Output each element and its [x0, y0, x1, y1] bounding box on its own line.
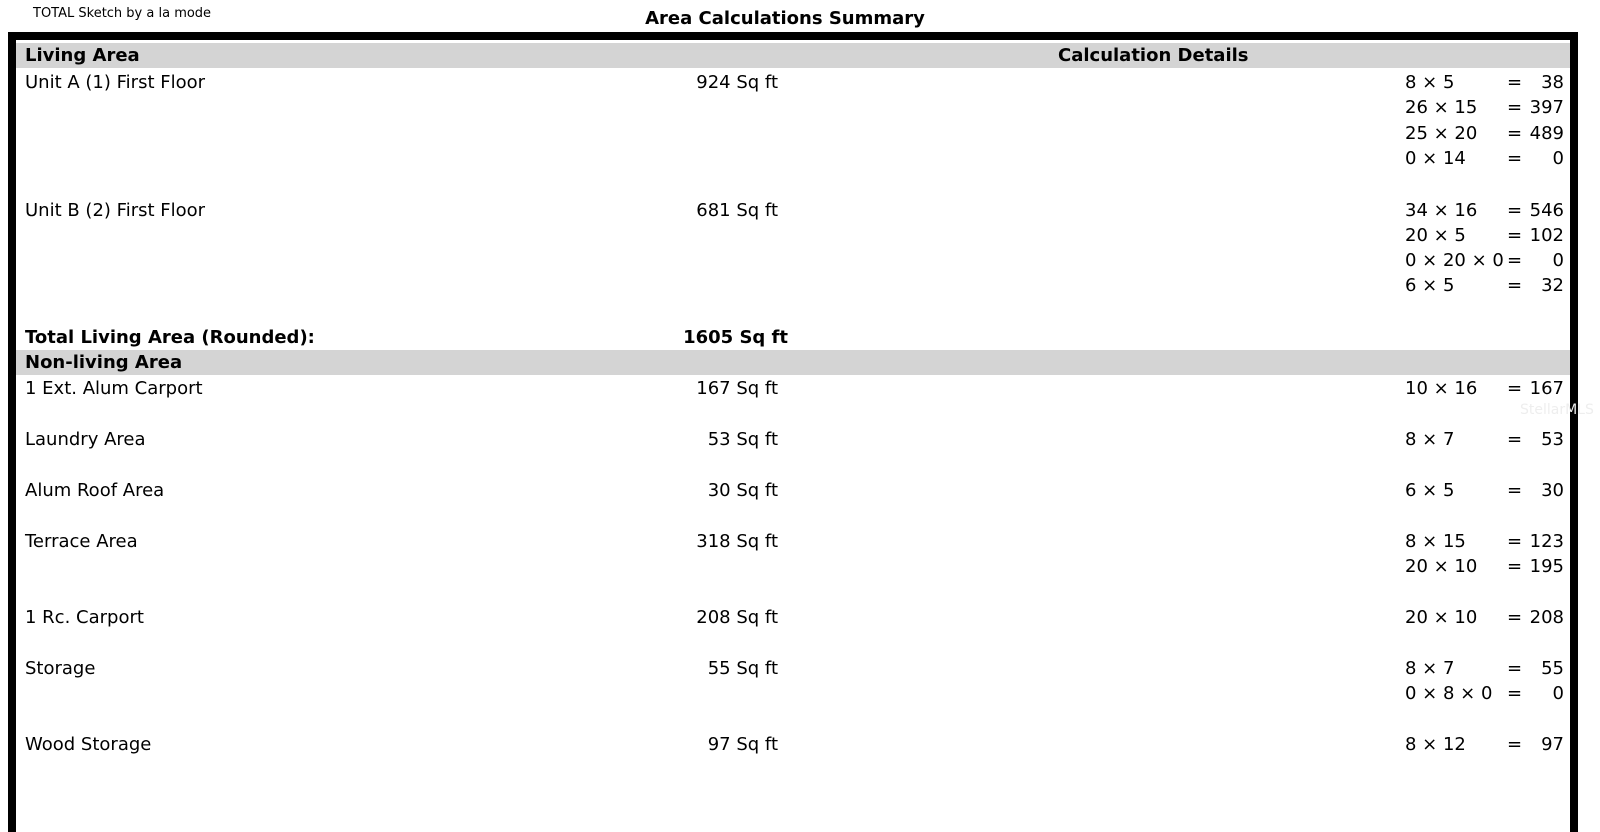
nonliving-row-area: 167 Sq ft — [696, 378, 778, 399]
calc-dimensions: 34 × 16 — [1405, 200, 1478, 221]
calc-dimensions: 6 × 5 — [1405, 275, 1455, 296]
nonliving-row-area: 53 Sq ft — [707, 429, 778, 450]
calc-equals: = — [1507, 531, 1523, 552]
calc-result: 32 — [1541, 275, 1564, 296]
living-area-heading: Living Area — [25, 45, 140, 66]
calc-equals: = — [1507, 275, 1523, 296]
calc-result: 38 — [1541, 72, 1564, 93]
nonliving-row-name: 1 Rc. Carport — [25, 607, 144, 628]
calc-equals: = — [1507, 480, 1523, 501]
calc-equals: = — [1507, 250, 1523, 271]
calc-dimensions: 6 × 5 — [1405, 480, 1455, 501]
app-name: TOTAL Sketch by a la mode — [33, 6, 212, 21]
non-living-header-band — [16, 350, 1570, 375]
calc-result: 97 — [1541, 734, 1564, 755]
nonliving-row-area: 55 Sq ft — [707, 658, 778, 679]
calc-result: 102 — [1529, 225, 1564, 246]
nonliving-row-area: 208 Sq ft — [696, 607, 778, 628]
living-row-area: 924 Sq ft — [696, 72, 778, 93]
calc-equals: = — [1507, 378, 1523, 399]
calc-dimensions: 0 × 20 × 0 — [1405, 250, 1504, 271]
calc-result: 123 — [1529, 531, 1564, 552]
calc-dimensions: 0 × 8 × 0 — [1405, 683, 1493, 704]
calc-equals: = — [1507, 429, 1523, 450]
calc-equals: = — [1507, 72, 1523, 93]
calc-equals: = — [1507, 556, 1523, 577]
calc-equals: = — [1507, 200, 1523, 221]
living-row-name: Unit A (1) First Floor — [25, 72, 205, 93]
calc-dimensions: 20 × 10 — [1405, 556, 1478, 577]
calc-dimensions: 8 × 7 — [1405, 429, 1455, 450]
nonliving-row-name: Wood Storage — [25, 734, 152, 755]
living-row-name: Unit B (2) First Floor — [25, 200, 206, 221]
living-area-header-band — [16, 43, 1570, 68]
calc-result: 53 — [1541, 429, 1564, 450]
nonliving-row-name: Storage — [25, 658, 96, 679]
calc-result: 489 — [1529, 123, 1564, 144]
nonliving-row-name: Terrace Area — [25, 531, 138, 552]
calc-result: 397 — [1529, 97, 1564, 118]
calc-result: 0 — [1552, 250, 1564, 271]
nonliving-row-area: 318 Sq ft — [696, 531, 778, 552]
calc-dimensions: 26 × 15 — [1405, 97, 1478, 118]
calc-equals: = — [1507, 734, 1523, 755]
calc-equals: = — [1507, 148, 1523, 169]
calc-result: 195 — [1529, 556, 1564, 577]
calc-result: 546 — [1529, 200, 1564, 221]
calc-result: 167 — [1529, 378, 1564, 399]
calc-equals: = — [1507, 225, 1523, 246]
calc-equals: = — [1507, 607, 1523, 628]
calc-equals: = — [1507, 658, 1523, 679]
calc-result: 30 — [1541, 480, 1564, 501]
calc-result: 208 — [1529, 607, 1564, 628]
total-living-value: 1605 Sq ft — [683, 327, 788, 348]
total-living-label: Total Living Area (Rounded): — [25, 327, 315, 348]
page-title: Area Calculations Summary — [645, 8, 925, 29]
nonliving-row-name: Alum Roof Area — [25, 480, 165, 501]
calc-dimensions: 8 × 12 — [1405, 734, 1466, 755]
calc-dimensions: 8 × 15 — [1405, 531, 1466, 552]
calc-equals: = — [1507, 123, 1523, 144]
nonliving-row-name: 1 Ext. Alum Carport — [25, 378, 203, 399]
non-living-heading: Non-living Area — [25, 352, 183, 373]
calc-result: 55 — [1541, 658, 1564, 679]
calc-dimensions: 25 × 20 — [1405, 123, 1478, 144]
calculation-details-heading: Calculation Details — [1058, 45, 1249, 66]
calc-result: 0 — [1552, 683, 1564, 704]
calc-dimensions: 0 × 14 — [1405, 148, 1466, 169]
calc-equals: = — [1507, 683, 1523, 704]
calc-dimensions: 8 × 5 — [1405, 72, 1455, 93]
calc-dimensions: 8 × 7 — [1405, 658, 1455, 679]
calc-result: 0 — [1552, 148, 1564, 169]
report-frame — [8, 32, 1578, 832]
calc-equals: = — [1507, 97, 1523, 118]
nonliving-row-area: 97 Sq ft — [707, 734, 778, 755]
watermark: StellarMLS — [1520, 402, 1594, 418]
nonliving-row-area: 30 Sq ft — [707, 480, 778, 501]
calc-dimensions: 10 × 16 — [1405, 378, 1478, 399]
calc-dimensions: 20 × 10 — [1405, 607, 1478, 628]
living-row-area: 681 Sq ft — [696, 200, 778, 221]
calc-dimensions: 20 × 5 — [1405, 225, 1466, 246]
nonliving-row-name: Laundry Area — [25, 429, 146, 450]
